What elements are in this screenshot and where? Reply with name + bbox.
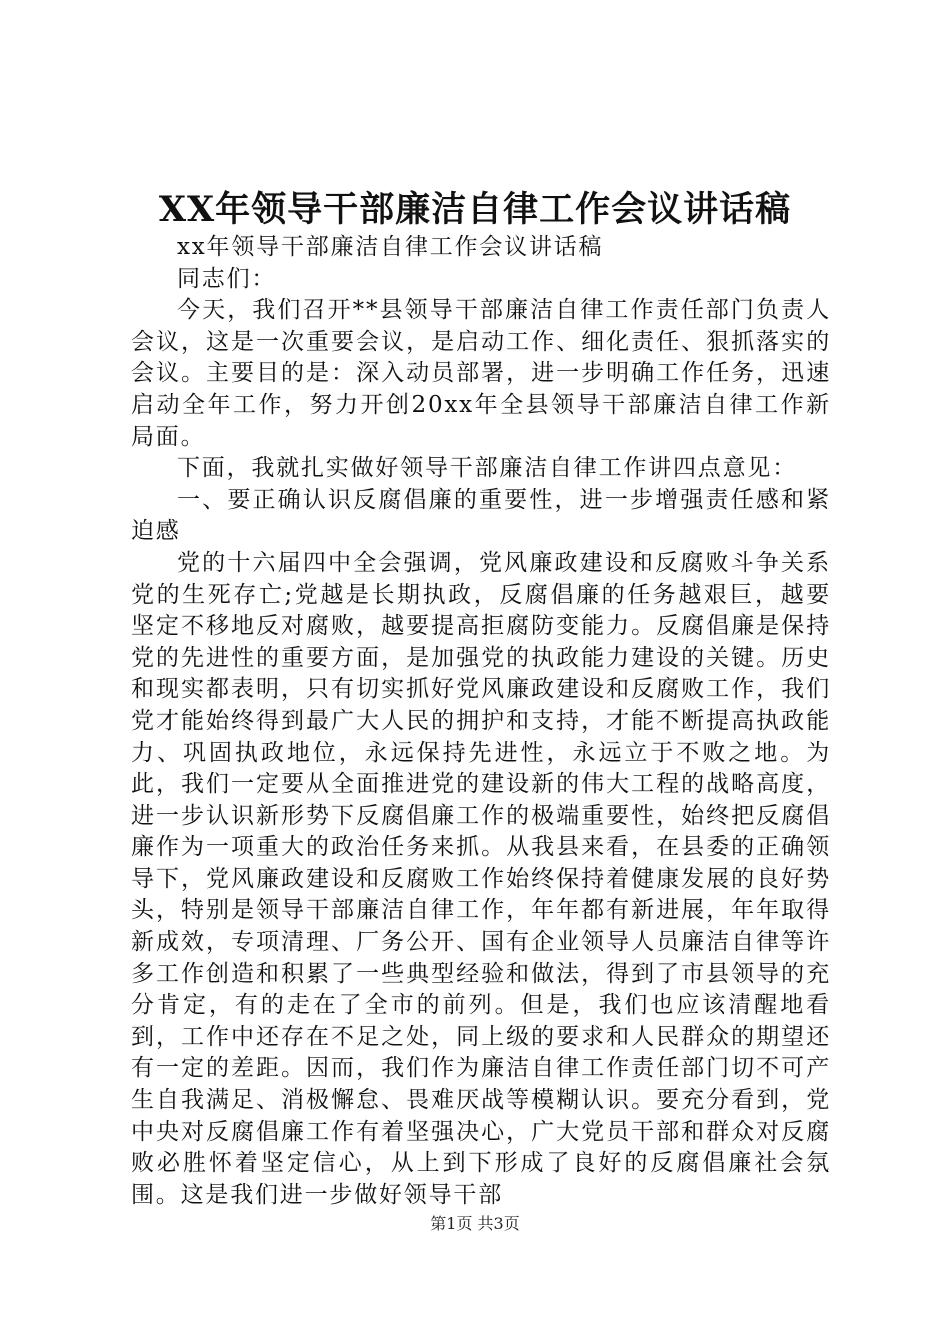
section-heading: 一、要正确认识反腐倡廉的重要性，进一步增强责任感和紧迫感 [131, 486, 831, 545]
document-title: XX年领导干部廉洁自律工作会议讲话稿 [158, 189, 792, 230]
body-paragraph: 下面，我就扎实做好领导干部廉洁自律工作讲四点意见： [177, 455, 797, 482]
document-body [131, 232, 831, 1211]
page-footer: 第1页 共3页 [430, 1214, 520, 1233]
salutation-paragraph: 同志们： [177, 265, 277, 292]
subtitle-paragraph: xx年领导干部廉洁自律工作会议讲话稿 [177, 234, 604, 260]
body-paragraph: 今天，我们召开**县领导干部廉洁自律工作责任部门负责人会议，这是一次重要会议，是启动工作、细化责任、狠抓落实的会议。主要目的是：深入动员部署，进一步明确工作任务，迅速启动全年工作，努力开创20xx年全县领导干部廉洁自律工作新局面。 [131, 297, 831, 450]
body-paragraph: 党的十六届四中全会强调，党风廉政建设和反腐败斗争关系党的生死存亡;党越是长期执政，反腐倡廉的任务越艰巨，越要坚定不移地反对腐败，越要提高拒腐防变能力。反腐倡廉是保持党的先进性的重要方面，是加强党的执政能力建设的关键。历史和现实都表明，只有切实抓好党风廉政建设和反腐败工作，我们党才能始终得到最广大人民的拥护和支持，才能不断提高执政能力、巩固执政地位，永远保持先进性，永远立于不败之地。为此，我们一定要从全面推进党的建设新的伟大工程的战略高度，进一步认识新形势下反腐倡廉工作的极端重要性，始终把反腐倡廉作为一项重大的政治任务来抓。从我县来看，在县委的正确领导下，党风廉政建设和反腐败工作始终保持着健康发展的良好势头，特别是领导干部廉洁自律工作，年年都有新进展，年年取得新成效，专项清理、厂务公开、国有企业领导人员廉洁自律等许多工作创造和积累了一些典型经验和做法，得到了市县领导的充分肯定，有的走在了全市的前列。但是，我们也应该清醒地看到，工作中还存在不足之处，同上级的要求和人民群众的期望还有一定的差距。因而，我们作为廉洁自律工作责任部门切不可产生自我满足、消极懈怠、畏难厌战等模糊认识。要充分看到，党中央对反腐倡廉工作有着坚强决心，广大党员干部和群众对反腐败必胜怀着坚定信心，从上到下形成了良好的反腐倡廉社会氛围。这是我们进一步做好领导干部 [131, 549, 831, 1208]
